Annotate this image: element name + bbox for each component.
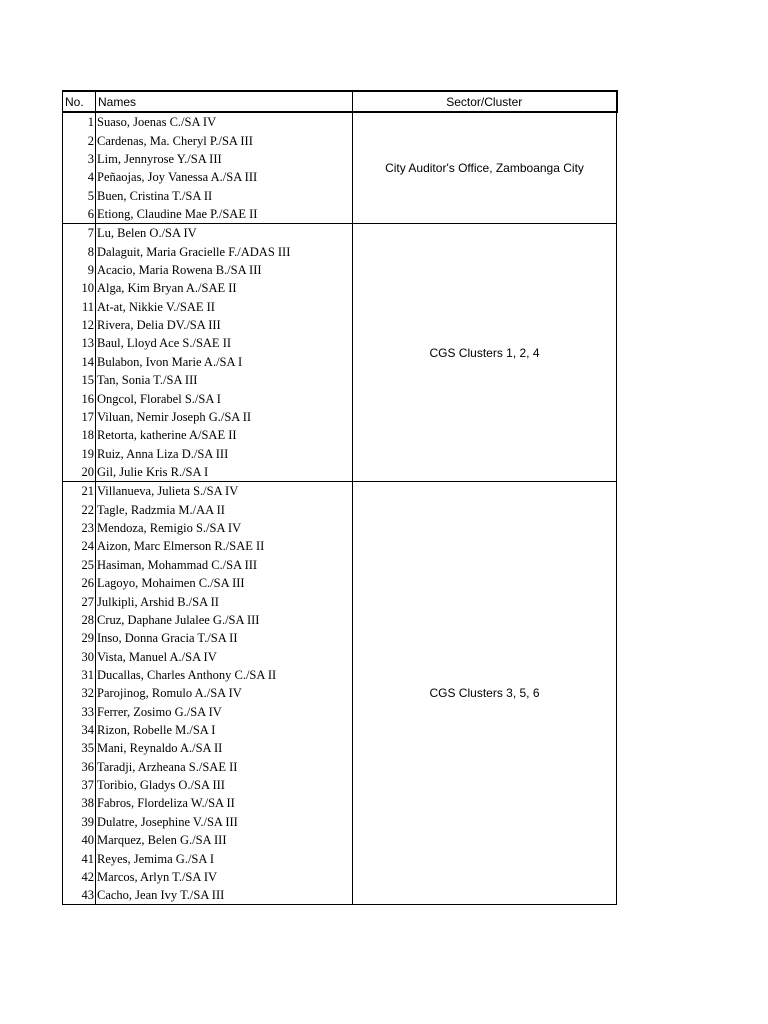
- person-name: Bulabon, Ivon Marie A./SA I: [96, 353, 353, 371]
- person-name: Rivera, Delia DV./SA III: [96, 316, 353, 334]
- row-number: 37: [63, 776, 96, 794]
- row-number: 30: [63, 647, 96, 665]
- row-number: 3: [63, 150, 96, 168]
- row-number: 20: [63, 463, 96, 482]
- row-number: 8: [63, 243, 96, 261]
- column-header-no: No.: [63, 91, 96, 112]
- table-row: [63, 112, 617, 131]
- row-number: 9: [63, 261, 96, 279]
- row-number: 33: [63, 703, 96, 721]
- table-body: [63, 112, 617, 905]
- row-number: 16: [63, 389, 96, 407]
- table-row: [63, 482, 617, 501]
- table-header: [63, 91, 617, 112]
- table-row: [63, 224, 617, 243]
- row-number: 41: [63, 849, 96, 867]
- person-name: Acacio, Maria Rowena B./SA III: [96, 261, 353, 279]
- person-name: Retorta, katherine A/SAE II: [96, 426, 353, 444]
- person-name: Marquez, Belen G./SA III: [96, 831, 353, 849]
- row-number: 25: [63, 556, 96, 574]
- row-number: 26: [63, 574, 96, 592]
- row-number: 38: [63, 794, 96, 812]
- person-name: Ducallas, Charles Anthony C./SA II: [96, 666, 353, 684]
- person-name: Fabros, Flordeliza W./SA II: [96, 794, 353, 812]
- row-number: 43: [63, 886, 96, 905]
- row-number: 5: [63, 186, 96, 204]
- row-number: 29: [63, 629, 96, 647]
- row-number: 28: [63, 611, 96, 629]
- row-number: 2: [63, 131, 96, 149]
- row-number: 23: [63, 519, 96, 537]
- row-number: 31: [63, 666, 96, 684]
- row-number: 13: [63, 334, 96, 352]
- person-name: Inso, Donna Gracia T./SA II: [96, 629, 353, 647]
- row-number: 10: [63, 279, 96, 297]
- column-header-sector: Sector/Cluster: [353, 91, 617, 112]
- person-name: Gil, Julie Kris R./SA I: [96, 463, 353, 482]
- person-name: Ongcol, Florabel S./SA I: [96, 389, 353, 407]
- row-number: 7: [63, 224, 96, 243]
- person-name: Dalaguit, Maria Gracielle F./ADAS III: [96, 243, 353, 261]
- row-number: 40: [63, 831, 96, 849]
- person-name: Etiong, Claudine Mae P./SAE II: [96, 205, 353, 224]
- row-number: 22: [63, 501, 96, 519]
- row-number: 27: [63, 592, 96, 610]
- sector-cluster-cell: CGS Clusters 3, 5, 6: [353, 482, 617, 905]
- person-name: Tagle, Radzmia M./AA II: [96, 501, 353, 519]
- row-number: 42: [63, 868, 96, 886]
- person-name: Reyes, Jemima G./SA I: [96, 849, 353, 867]
- person-name: Lu, Belen O./SA IV: [96, 224, 353, 243]
- column-header-names: Names: [96, 91, 353, 112]
- person-name: Peñaojas, Joy Vanessa A./SA III: [96, 168, 353, 186]
- person-name: Toribio, Gladys O./SA III: [96, 776, 353, 794]
- person-name: Viluan, Nemir Joseph G./SA II: [96, 408, 353, 426]
- row-number: 18: [63, 426, 96, 444]
- header-row: [63, 91, 617, 112]
- row-number: 39: [63, 813, 96, 831]
- person-name: Mani, Reynaldo A./SA II: [96, 739, 353, 757]
- row-number: 19: [63, 444, 96, 462]
- person-name: Tan, Sonia T./SA III: [96, 371, 353, 389]
- row-number: 15: [63, 371, 96, 389]
- person-name: Dulatre, Josephine V./SA III: [96, 813, 353, 831]
- person-name: Ferrer, Zosimo G./SA IV: [96, 703, 353, 721]
- person-name: Aizon, Marc Elmerson R./SAE II: [96, 537, 353, 555]
- person-name: Lim, Jennyrose Y./SA III: [96, 150, 353, 168]
- row-number: 24: [63, 537, 96, 555]
- sector-cluster-cell: City Auditor's Office, Zamboanga City: [353, 112, 617, 224]
- row-number: 14: [63, 353, 96, 371]
- personnel-table: [62, 90, 618, 905]
- person-name: Cruz, Daphane Julalee G./SA III: [96, 611, 353, 629]
- row-number: 21: [63, 482, 96, 501]
- row-number: 36: [63, 758, 96, 776]
- person-name: Hasiman, Mohammad C./SA III: [96, 556, 353, 574]
- person-name: Marcos, Arlyn T./SA IV: [96, 868, 353, 886]
- person-name: Baul, Lloyd Ace S./SAE II: [96, 334, 353, 352]
- row-number: 32: [63, 684, 96, 702]
- person-name: Villanueva, Julieta S./SA IV: [96, 482, 353, 501]
- sector-cluster-cell: CGS Clusters 1, 2, 4: [353, 224, 617, 482]
- row-number: 6: [63, 205, 96, 224]
- person-name: Buen, Cristina T./SA II: [96, 186, 353, 204]
- person-name: Taradji, Arzheana S./SAE II: [96, 758, 353, 776]
- row-number: 12: [63, 316, 96, 334]
- person-name: Cardenas, Ma. Cheryl P./SA III: [96, 131, 353, 149]
- row-number: 1: [63, 112, 96, 131]
- person-name: Alga, Kim Bryan A./SAE II: [96, 279, 353, 297]
- person-name: Cacho, Jean Ivy T./SA III: [96, 886, 353, 905]
- row-number: 35: [63, 739, 96, 757]
- person-name: Ruiz, Anna Liza D./SA III: [96, 444, 353, 462]
- person-name: At-at, Nikkie V./SAE II: [96, 298, 353, 316]
- person-name: Suaso, Joenas C./SA IV: [96, 112, 353, 131]
- row-number: 34: [63, 721, 96, 739]
- person-name: Lagoyo, Mohaimen C./SA III: [96, 574, 353, 592]
- row-number: 11: [63, 298, 96, 316]
- person-name: Julkipli, Arshid B./SA II: [96, 592, 353, 610]
- row-number: 4: [63, 168, 96, 186]
- person-name: Vista, Manuel A./SA IV: [96, 647, 353, 665]
- row-number: 17: [63, 408, 96, 426]
- person-name: Mendoza, Remigio S./SA IV: [96, 519, 353, 537]
- person-name: Rizon, Robelle M./SA I: [96, 721, 353, 739]
- person-name: Parojinog, Romulo A./SA IV: [96, 684, 353, 702]
